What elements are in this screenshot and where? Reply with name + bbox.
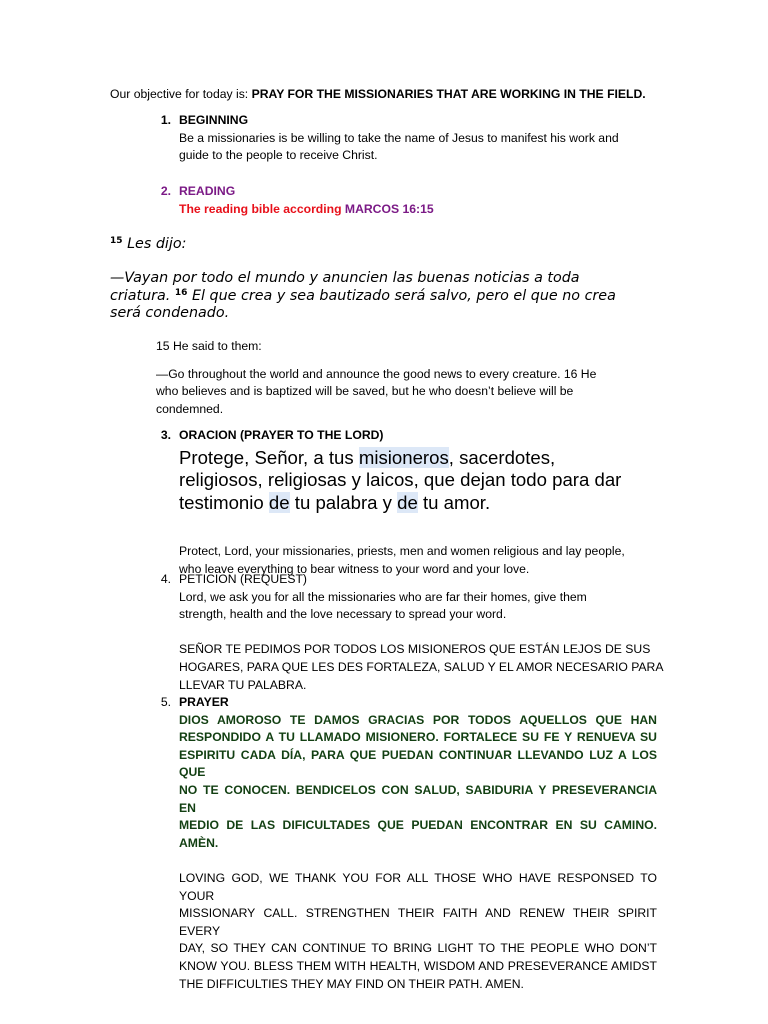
paragraph-line: who leave everything to bear witness to your word and your love. bbox=[179, 561, 530, 576]
reading-reference bbox=[179, 201, 659, 219]
paragraph-line: ESPIRITU CADA DÍA, PARA QUE PUEDAN CONTINUAR LLEVANDO LUZ A LOS QUE bbox=[179, 747, 657, 780]
section-title: READING bbox=[179, 184, 236, 198]
section-number: 5. bbox=[160, 695, 171, 709]
paragraph-line: HOGARES, PARA QUE LES DES FORTALEZA, SALUD Y EL AMOR NECESARIO PARA bbox=[179, 659, 664, 674]
section-number: 1. bbox=[160, 113, 171, 127]
verse-number: 16 bbox=[174, 287, 188, 298]
paragraph-line: LLEVAR TU PALABRA. bbox=[179, 677, 307, 692]
highlighted-word: de bbox=[397, 492, 418, 514]
verse-line: criatura. $^{16}$ El que crea y sea bautizado será salvo, pero el que no crea bbox=[110, 287, 616, 304]
objective-line bbox=[110, 86, 646, 104]
section-prayer bbox=[160, 694, 657, 993]
section-number: 3. bbox=[160, 428, 171, 442]
paragraph-line: NO TE CONOCEN. BENDICELOS CON SALUD, SABIDURIA Y PRESEVERANCIA EN bbox=[179, 782, 657, 815]
oracion-line: Protege, Señor, a tus misioneros, sacerdotes, bbox=[179, 446, 556, 468]
prayer-english bbox=[179, 870, 657, 993]
section-beginning bbox=[160, 112, 659, 165]
paragraph-line: guide to the people to receive Christ. bbox=[179, 148, 378, 163]
reading-ref-prefix: The reading bible according bbox=[179, 201, 345, 216]
verse-english bbox=[156, 338, 636, 418]
verse-number: 15 bbox=[110, 236, 123, 246]
objective-text: PRAY FOR THE MISSIONARIES THAT ARE WORKING IN THE FIELD. bbox=[251, 87, 646, 101]
paragraph-line: SEÑOR TE PEDIMOS POR TODOS LOS MISIONEROS QUE ESTÁN LEJOS DE SUS bbox=[179, 642, 651, 657]
verse-line: será condenado. bbox=[110, 305, 230, 322]
verse-spanish bbox=[110, 236, 658, 323]
section-number: 4. bbox=[160, 572, 171, 586]
section-oracion bbox=[160, 427, 659, 578]
paragraph-line: RESPONDIDO A TU LLAMADO MISIONERO. FORTALECE SU FE Y RENUEVA SU bbox=[179, 730, 657, 745]
section-title: PETICION (REQUEST) bbox=[179, 572, 307, 586]
section-reading bbox=[160, 183, 659, 218]
paragraph-line: Protect, Lord, your missionaries, priests, men and women religious and lay people, bbox=[179, 543, 625, 558]
paragraph-line: MEDIO DE LAS DIFICULTADES QUE PUEDAN ENCONTRAR EN SU CAMINO. AMÈN. bbox=[179, 818, 657, 850]
paragraph-line: strength, health and the love necessary to spread your word. bbox=[179, 607, 507, 622]
peticion-spanish bbox=[179, 641, 664, 694]
oracion-line: testimonio de tu palabra y de tu amor. bbox=[179, 492, 491, 514]
paragraph-line: Lord, we ask you for all the missionaries who are far their homes, give them bbox=[179, 589, 587, 604]
highlighted-word: misioneros bbox=[358, 446, 449, 468]
paragraph-line: LOVING GOD, WE THANK YOU FOR ALL THOSE WHO HAVE RESPONSED TO YOUR bbox=[179, 870, 657, 903]
highlighted-word: de bbox=[268, 492, 290, 514]
objective-prefix: Our objective for today is: bbox=[110, 87, 252, 101]
paragraph-line: KNOW YOU. BLESS THEM WITH HEALTH, WISDOM AND PRESEVERANCE AMIDST bbox=[179, 958, 657, 973]
verse-line: who believes and is baptized will be saved, but he who doesn’t believe will be bbox=[156, 384, 574, 399]
paragraph-line: MISSIONARY CALL. STRENGTHEN THEIR FAITH AND RENEW THEIR SPIRIT EVERY bbox=[179, 906, 657, 938]
section-title: ORACION (PRAYER TO THE LORD) bbox=[179, 428, 384, 442]
verse-line: 15 He said to them: bbox=[156, 339, 262, 353]
paragraph-line: DAY, SO THEY CAN CONTINUE TO BRING LIGHT TO THE PEOPLE WHO DON’T bbox=[179, 941, 657, 956]
paragraph-line: Be a missionaries is be willing to take the name of Jesus to manifest his work and bbox=[179, 130, 619, 145]
section-number: 2. bbox=[160, 184, 171, 198]
verse-line: $^{15}$ Les dijo: bbox=[110, 236, 187, 252]
section-title: BEGINNING bbox=[179, 113, 249, 127]
verse-line: —Go throughout the world and announce the good news to every creature. 16 He bbox=[156, 366, 597, 381]
verse-line: condemned. bbox=[156, 401, 224, 416]
oracion-spanish bbox=[179, 447, 659, 515]
prayer-spanish bbox=[179, 712, 657, 853]
section-peticion bbox=[160, 571, 664, 694]
verse-line: —Vayan por todo el mundo y anuncien las buenas noticias a toda bbox=[110, 270, 580, 287]
oracion-line: religiosos, religiosas y laicos, que dejan todo para dar bbox=[179, 469, 622, 491]
paragraph-line: DIOS AMOROSO TE DAMOS GRACIAS POR TODOS AQUELLOS QUE HAN bbox=[179, 712, 657, 727]
reading-ref: MARCOS 16:15 bbox=[344, 201, 434, 216]
paragraph-line: THE DIFFICULTIES THEY MAY FIND ON THEIR PATH. AMEN. bbox=[179, 976, 524, 991]
section-title: PRAYER bbox=[179, 695, 229, 709]
